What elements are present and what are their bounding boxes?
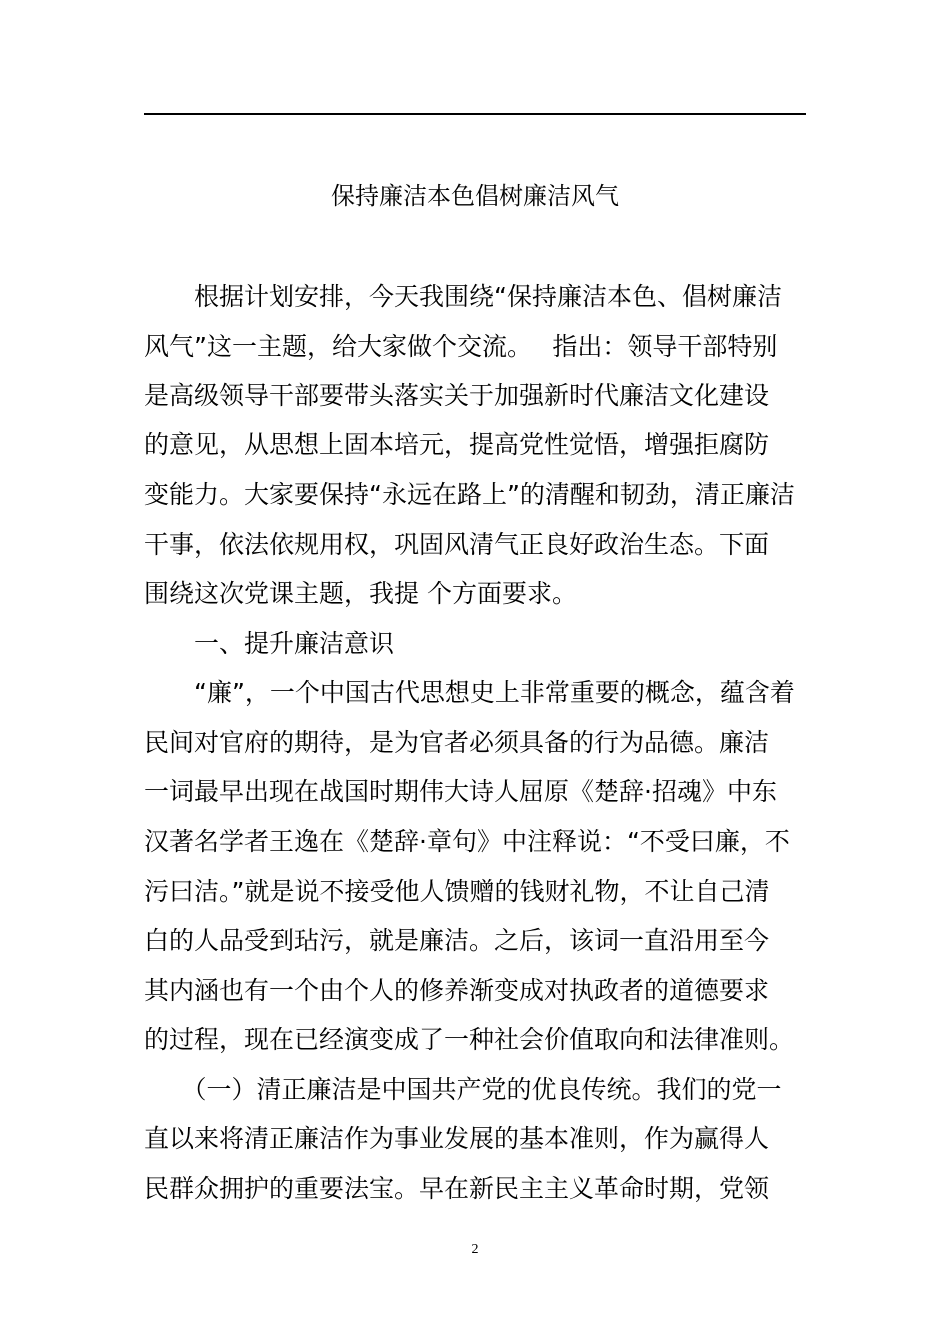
header-rule [144,113,806,115]
text-line: 直以来将清正廉洁作为事业发展的基本准则，作为赢得人 [144,1124,770,1153]
text-line: 风气”这一主题，给大家做个交流。 指出：领导干部特别 [144,332,778,361]
text-line: （一）清正廉洁是中国共产党的优良传统。我们的党一 [144,1075,782,1104]
text-line: 干事，依法依规用权，巩固风清气正良好政治生态。下面 [144,530,770,559]
page-number: 2 [471,1242,479,1257]
text-line: 根据计划安排，今天我围绕“保持廉洁本色、倡树廉洁 [144,282,782,311]
text-line: 是高级领导干部要带头落实关于加强新时代廉洁文化建设 [144,381,770,410]
text-line: 民群众拥护的重要法宝。早在新民主主义革命时期，党领 [144,1174,770,1203]
document-title: 保持廉洁本色倡树廉洁风气 [331,182,619,210]
text-line: 污曰洁。”就是说不接受他人馈赠的钱财礼物，不让自己清 [144,877,770,906]
text-line: “廉”，一个中国古代思想史上非常重要的概念，蕴含着 [144,678,795,707]
text-line: 民间对官府的期待，是为官者必须具备的行为品德。廉洁 [144,728,770,757]
text-line: 变能力。大家要保持“永远在路上”的清醒和韧劲，清正廉洁 [144,480,795,509]
text-line: 一词最早出现在战国时期伟大诗人屈原《楚辞·招魂》中东 [144,777,777,806]
text-line: 围绕这次党课主题，我提 个方面要求。 [144,579,577,608]
section-heading: 一、提升廉洁意识 [144,629,395,658]
text-line: 其内涵也有一个由个人的修养渐变成对执政者的道德要求 [144,976,770,1005]
text-line: 白的人品受到玷污，就是廉洁。之后，该词一直沿用至今 [144,926,770,955]
text-line: 的过程，现在已经演变成了一种社会价值取向和法律准则。 [144,1025,795,1054]
text-line: 的意见，从思想上固本培元，提高党性觉悟，增强拒腐防 [144,430,770,459]
text-line: 汉著名学者王逸在《楚辞·章句》中注释说：“不受曰廉，不 [144,827,790,856]
